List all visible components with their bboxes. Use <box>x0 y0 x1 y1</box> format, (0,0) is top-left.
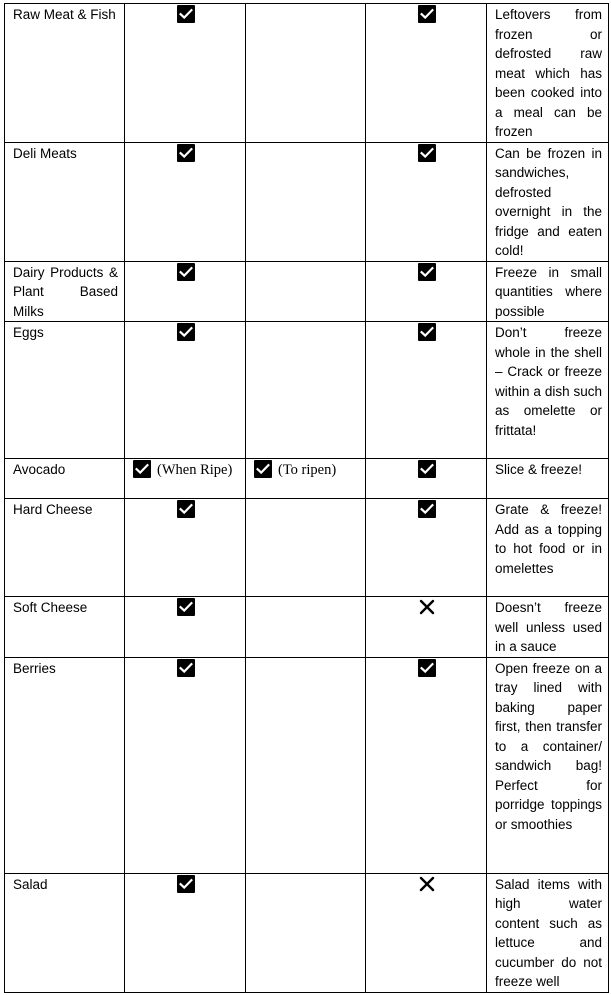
storage-col3-cell <box>246 657 366 873</box>
freezing-tip: Grate & freeze! Add as a topping to hot food or in omelettes <box>487 499 609 597</box>
food-item-name: Salad <box>5 873 125 992</box>
check-box-icon <box>177 5 195 23</box>
storage-col3-cell <box>246 261 366 322</box>
freezing-tip: Freeze in small quantities where possible <box>487 261 609 322</box>
table-row <box>5 499 609 597</box>
storage-col4-cell <box>366 142 487 261</box>
storage-col3-cell <box>246 873 366 992</box>
storage-col2-cell <box>125 322 246 459</box>
storage-col2-cell <box>125 459 246 499</box>
food-item-name: Berries <box>5 657 125 873</box>
check-box-icon <box>133 460 151 478</box>
check-box-icon <box>418 5 436 23</box>
storage-col4-cell <box>366 597 487 658</box>
storage-col2-cell <box>125 4 246 143</box>
table-row <box>5 4 609 143</box>
check-box-icon <box>418 500 436 518</box>
check-box-icon <box>254 460 272 478</box>
table-row <box>5 322 609 459</box>
check-box-icon <box>177 598 195 616</box>
check-box-icon <box>177 144 195 162</box>
check-box-icon <box>418 659 436 677</box>
table-row <box>5 873 609 992</box>
check-box-icon <box>177 263 195 281</box>
storage-col4-cell <box>366 499 487 597</box>
check-box-icon <box>177 500 195 518</box>
food-storage-table <box>4 3 609 993</box>
storage-col4-cell <box>366 459 487 499</box>
storage-col3-cell <box>246 459 366 499</box>
storage-col4-cell <box>366 322 487 459</box>
check-box-icon <box>418 460 436 478</box>
storage-col4-cell <box>366 657 487 873</box>
storage-col2-cell <box>125 597 246 658</box>
storage-col3-cell <box>246 322 366 459</box>
food-item-name: Avocado <box>5 459 125 499</box>
storage-col4-cell <box>366 261 487 322</box>
storage-col2-cell <box>125 657 246 873</box>
freezing-tip: Don’t freeze whole in the shell – Crack or freeze within a dish such as omelette or frittata! <box>487 322 609 459</box>
food-item-name: Dairy Products & Plant Based Milks <box>5 261 125 322</box>
table-row <box>5 261 609 322</box>
check-box-icon <box>177 659 195 677</box>
food-item-name: Raw Meat & Fish <box>5 4 125 143</box>
freezing-tip: Leftovers from frozen or defrosted raw meat which has been cooked into a meal can be frozen <box>487 4 609 143</box>
check-box-icon <box>177 875 195 893</box>
check-box-icon <box>177 323 195 341</box>
storage-col3-cell <box>246 499 366 597</box>
table-row <box>5 597 609 658</box>
table-row <box>5 142 609 261</box>
check-box-icon <box>418 263 436 281</box>
freezing-tip: Doesn’t freeze well unless used in a sauce <box>487 597 609 658</box>
food-item-name: Hard Cheese <box>5 499 125 597</box>
cross-icon <box>418 875 436 893</box>
condition-note: (When Ripe) <box>157 462 233 478</box>
storage-col3-cell <box>246 4 366 143</box>
food-item-name: Eggs <box>5 322 125 459</box>
storage-col4-cell <box>366 4 487 143</box>
storage-col2-cell <box>125 499 246 597</box>
cross-icon <box>418 598 436 616</box>
table-row <box>5 657 609 873</box>
food-item-name: Deli Meats <box>5 142 125 261</box>
condition-note: (To ripen) <box>278 462 337 478</box>
table-body <box>5 4 609 993</box>
food-item-name: Soft Cheese <box>5 597 125 658</box>
check-box-icon <box>418 323 436 341</box>
storage-col2-cell <box>125 261 246 322</box>
storage-col3-cell <box>246 597 366 658</box>
storage-col4-cell <box>366 873 487 992</box>
check-box-icon <box>418 144 436 162</box>
freezing-tip: Can be frozen in sandwiches, defrosted overnight in the fridge and eaten cold! <box>487 142 609 261</box>
freezing-tip: Open freeze on a tray lined with baking paper first, then transfer to a container/ sandwich bag! Perfect for porridge toppings or smoothies <box>487 657 609 873</box>
storage-col3-cell <box>246 142 366 261</box>
storage-col2-cell <box>125 142 246 261</box>
freezing-tip: Slice & freeze! <box>487 459 609 499</box>
table-row <box>5 459 609 499</box>
storage-col2-cell <box>125 873 246 992</box>
freezing-tip: Salad items with high water content such as lettuce and cucumber do not freeze well <box>487 873 609 992</box>
